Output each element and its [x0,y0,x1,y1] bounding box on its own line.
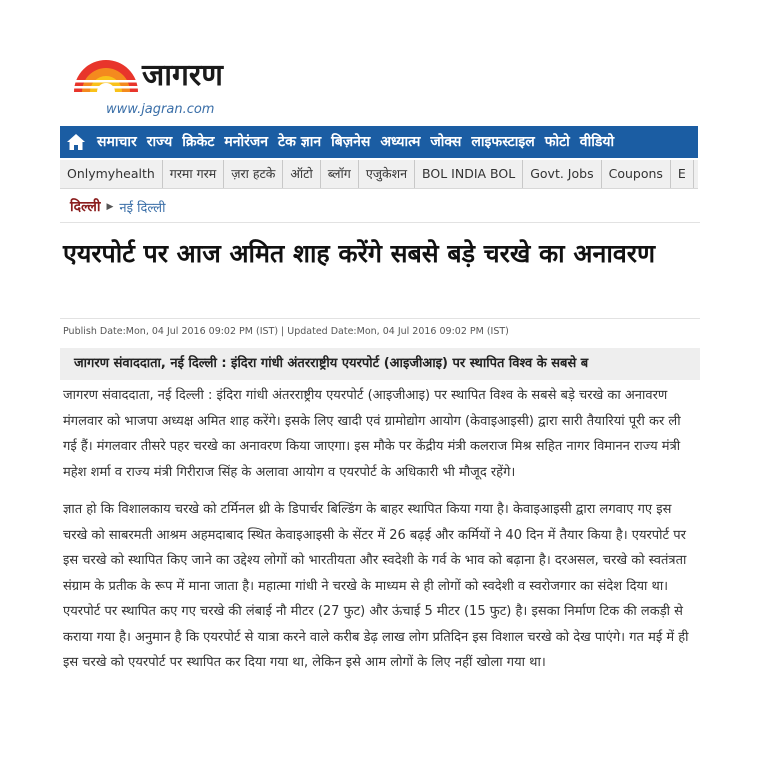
nav-item-business[interactable]: बिज़नेस [331,134,371,150]
subnav-item-zara-hatke[interactable]: ज़रा हटके [224,160,283,188]
publish-date: Publish Date:Mon, 04 Jul 2016 09:02 PM (IST) | Updated Date:Mon, 04 Jul 2016 09:02 PM (IST) [63,326,509,337]
article-body [63,383,696,688]
subnav-item-govt-jobs[interactable]: Govt. Jobs [523,160,601,188]
subnav-item-education[interactable]: एजुकेशन [359,160,415,188]
nav-item-photo[interactable]: फोटो [544,134,570,150]
divider [60,222,700,223]
nav-item-jokes[interactable]: जोक्स [430,134,462,150]
subnav-item-truncated[interactable]: E [671,160,694,188]
sub-navigation [60,160,698,189]
main-navigation [60,126,698,158]
nav-item-lifestyle[interactable]: लाइफस्टाइल [471,134,535,150]
logo-wordmark: जागरण [142,58,223,93]
subnav-item-coupons[interactable]: Coupons [602,160,671,188]
breadcrumb-section[interactable]: दिल्ली [70,199,101,215]
article-paragraph: जागरण संवाददाता, नई दिल्ली : इंदिरा गांधी अंतरराष्ट्रीय एयरपोर्ट (आइजीआइ) पर स्थापित विश्व के सबसे बड़े चरखे का अनावरण मंगलवार को भाजपा अध्यक्ष अमित शाह करेंगे। इसके लिए खादी एवं ग्रामोद्योग आयोग (केवाइआइसी) द्वारा सारी तैयारियां पूरी कर ली गई हैं। मंगलवार तीसरे पहर चरखे का अनावरण किया जाएगा। इस मौके पर केंद्रीय मंत्री कलराज मिश्र सहित नागर विमानन राज्य मंत्री महेश शर्मा व राज्य मंत्री गिरीराज सिंह के अलावा आयोग व एयरपोर्ट के अधिकारी भी मौजूद रहेंगे। [63,388,681,480]
subnav-item-auto[interactable]: ऑटो [283,160,320,188]
article-headline: एयरपोर्ट पर आज अमित शाह करेंगे सबसे बड़े चरखे का अनावरण [63,239,656,268]
home-icon[interactable] [66,133,86,151]
nav-item-video[interactable]: वीडियो [579,134,615,150]
subnav-item-onlymyhealth[interactable]: Onlymyhealth [60,160,163,188]
article-summary-box [60,348,700,380]
subnav-item-bol-india-bol[interactable]: BOL INDIA BOL [415,160,523,188]
nav-item-manoranjan[interactable]: मनोरंजन [224,134,269,150]
nav-item-tech-gyan[interactable]: टेक ज्ञान [278,134,322,150]
nav-item-cricket[interactable]: क्रिकेट [182,134,215,150]
subnav-item-garma-garam[interactable]: गरमा गरम [163,160,224,188]
subnav-item-blog[interactable]: ब्लॉग [321,160,359,188]
nav-item-samachar[interactable]: समाचार [97,134,137,150]
site-url[interactable]: www.jagran.com [106,102,215,117]
breadcrumb [70,197,165,216]
nav-item-rajya[interactable]: राज्य [146,134,173,150]
breadcrumb-arrow-icon: ▶ [106,201,114,212]
site-logo[interactable] [70,54,270,124]
article-summary: जागरण संवाददाता, नई दिल्ली : इंदिरा गांधी अंतरराष्ट्रीय एयरपोर्ट (आइजीआइ) पर स्थापित विश्व के सबसे ब [74,356,589,371]
sun-logo-icon [70,54,142,94]
divider [60,318,700,319]
nav-item-adhyatm[interactable]: अध्यात्म [380,134,421,150]
breadcrumb-subsection[interactable]: नई दिल्ली [119,200,166,216]
article-paragraph: ज्ञात हो कि विशालकाय चरखे को टर्मिनल थ्री के डिपार्चर बिल्डिंग के बाहर स्थापित किया गया है। केवाइआइसी द्वारा लगवाए गए इस चरखे को साबरमती आश्रम अहमदाबाद स्थित केवाइआइसी के सेंटर में 26 बढ़ई और कर्मियों ने 40 दिन में तैयार किया है। एयरपोर्ट पर इस चरखे को स्थापित किए जाने का उद्देश्य लोगों को भारतीयता और स्वदेशी के गर्व के भाव को बढ़ाना है। दरअसल, चरखे को स्वतंत्रता संग्राम के प्रतीक के रूप में माना जाता है। महात्मा गांधी ने चरखे के माध्यम से ही लोगों को स्वदेशी व स्वरोजगार का संदेश दिया था। एयरपोर्ट पर स्थापित कए गए चरखे की लंबाई नौ मीटर (27 फुट) और ऊंचाई 5 मीटर (15 फुट) है। इसका निर्माण टिक की लकड़ी से कराया गया है। अनुमान है कि एयरपोर्ट से यात्रा करने वाले करीब डेढ़ लाख लोग प्रतिदिन इस विशाल चरखे को देख पाएंगे। गत मई में ही इस चरखे को एयरपोर्ट पर स्थापित कर दिया गया था, लेकिन इसे आम लोगों के लिए नहीं खोला गया था। [63,502,689,670]
